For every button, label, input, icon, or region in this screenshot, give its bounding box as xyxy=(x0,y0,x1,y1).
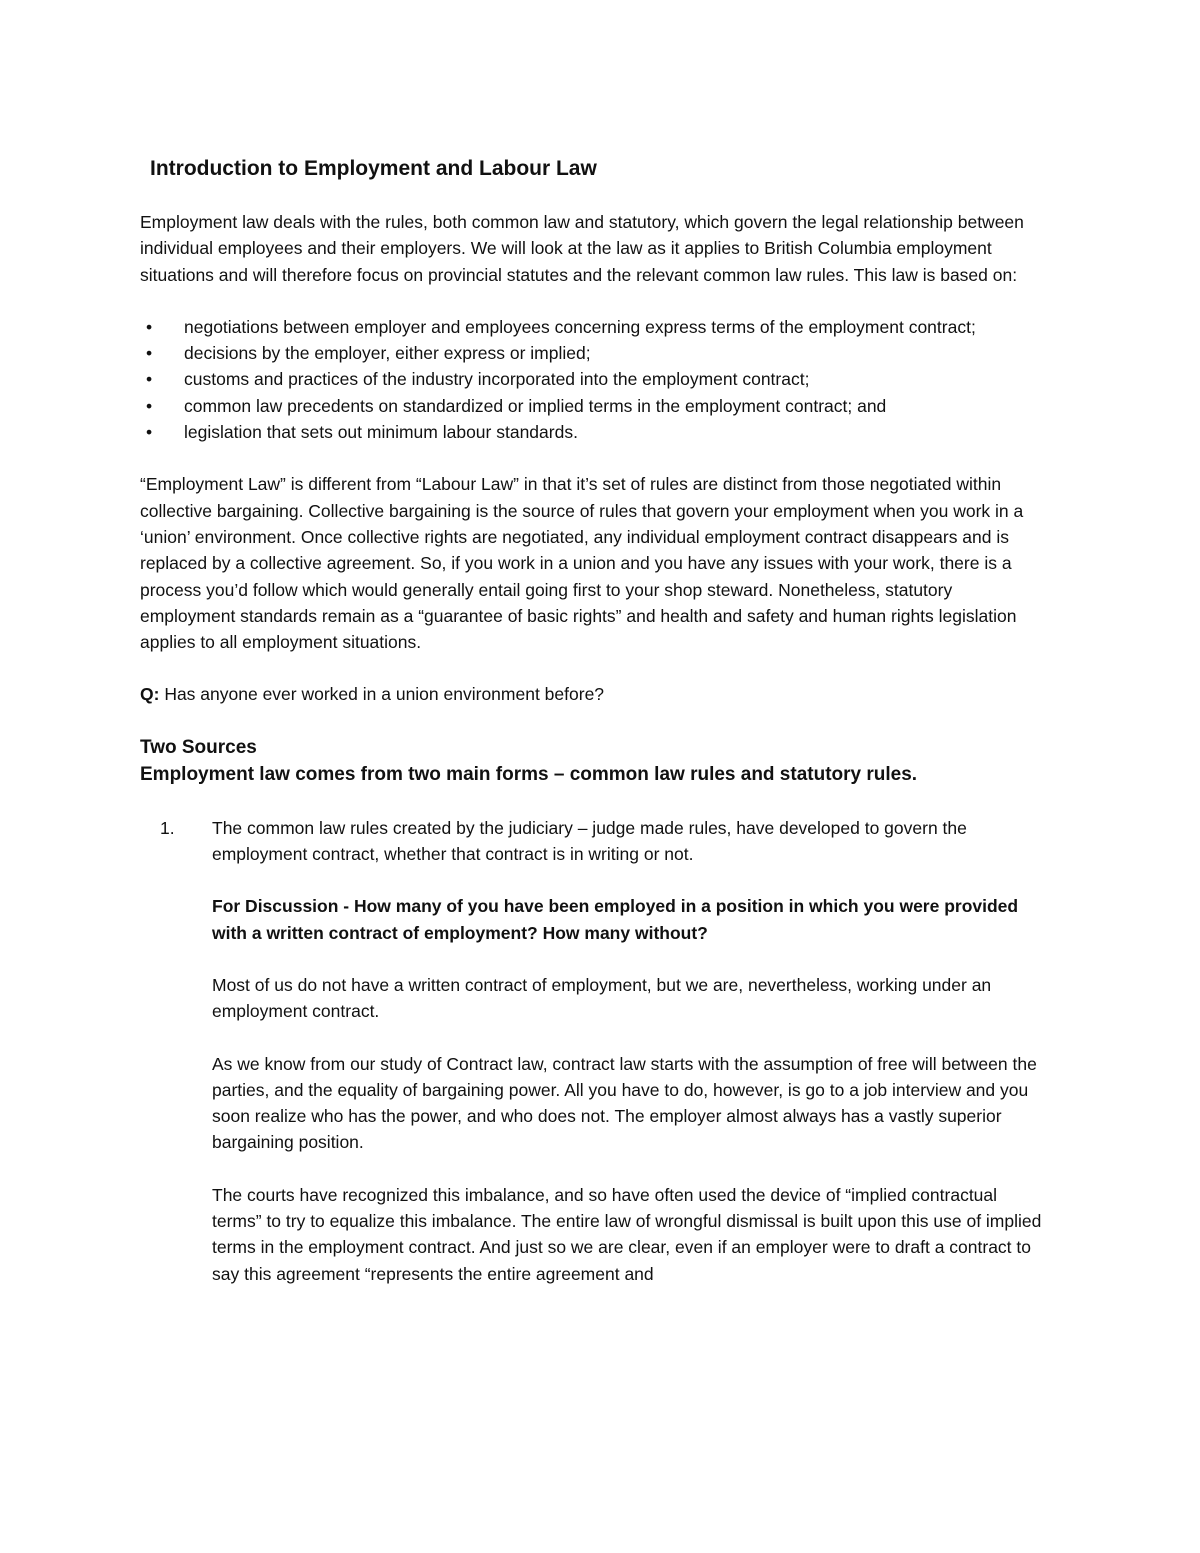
item-paragraph: Most of us do not have a written contract of employment, but we are, nevertheless, working under an employment contract. xyxy=(212,974,992,1022)
bullet-text: customs and practices of the industry incorporated into the employment contract; xyxy=(184,369,810,390)
numbered-item xyxy=(140,815,1050,1287)
item-number: 1. xyxy=(160,817,175,838)
discussion-prefix: For Discussion - xyxy=(212,896,354,917)
bullet-text: common law precedents on standardized or implied terms in the employment contract; and xyxy=(184,395,887,416)
discussion-question xyxy=(212,893,1050,946)
bullet-icon: • xyxy=(146,369,153,390)
question-text: Has anyone ever worked in a union environment before? xyxy=(159,684,605,705)
bullet-item xyxy=(140,314,1050,340)
bullet-item xyxy=(140,340,1050,366)
bullet-text: legislation that sets out minimum labour standards. xyxy=(184,422,578,443)
bullet-icon: • xyxy=(146,316,153,337)
bullet-text: decisions by the employer, either express or implied; xyxy=(184,343,591,364)
sources-numbered-list xyxy=(140,815,1050,1287)
section-heading: Two Sources xyxy=(140,736,257,758)
bullet-item xyxy=(140,393,1050,419)
bullet-text: negotiations between employer and employees concerning express terms of the employment contract; xyxy=(184,316,976,337)
item-paragraph: As we know from our study of Contract law, contract law starts with the assumption of free will between the parties, and the equality of bargaining power. All you have to do, however, is go to a job interview and you soon realize who has the power, and who does not. The employer almost always has a vastly superior bargaining position. xyxy=(212,1053,1037,1153)
question-paragraph xyxy=(140,681,1050,707)
basis-bullet-list xyxy=(140,314,1050,445)
labour-law-paragraph: “Employment Law” is different from “Labour Law” in that it’s set of rules are distinct from those negotiated within collective bargaining. Collective bargaining is the source of rules that govern your employment when you work in a ‘union’ environment. Once collective rights are negotiated, any individual employment contract disappears and is replaced by a collective agreement. So, if you work in a union and you have any issues with your work, there is a process you’d follow which would generally entail going first to your shop steward. Nonetheless, statutory employment standards remain as a “guarantee of basic rights” and health and safety and human rights legislation applies to all employment situations. xyxy=(140,474,1024,653)
bullet-item xyxy=(140,419,1050,445)
question-label: Q: xyxy=(140,684,160,705)
two-sources-section xyxy=(140,734,1050,788)
bullet-icon: • xyxy=(146,395,153,416)
bullet-icon: • xyxy=(146,343,153,364)
item-text: The common law rules created by the judiciary – judge made rules, have developed to govern the employment contract, whether that contract is in writing or not. xyxy=(212,817,967,865)
bullet-icon: • xyxy=(146,422,153,443)
section-subheading: Employment law comes from two main forms – common law rules and statutory rules. xyxy=(140,763,918,785)
discussion-text: How many of you have been employed in a position in which you were provided with a written contract of employment? How many without? xyxy=(212,896,1019,943)
document-title: Introduction to Employment and Labour Law xyxy=(150,157,597,180)
item-paragraph: The courts have recognized this imbalance, and so have often used the device of “implied contractual terms” to try to equalize this imbalance. The entire law of wrongful dismissal is built upon this use of implied terms in the employment contract. And just so we are clear, even if an employer were to draft a contract to say this agreement “represents the entire agreement and xyxy=(212,1184,1042,1284)
bullet-item xyxy=(140,366,1050,392)
intro-paragraph: Employment law deals with the rules, both common law and statutory, which govern the legal relationship between individual employees and their employers. We will look at the law as it applies to British Columbia employment situations and will therefore focus on provincial statutes and the relevant common law rules. This law is based on: xyxy=(140,212,1024,285)
